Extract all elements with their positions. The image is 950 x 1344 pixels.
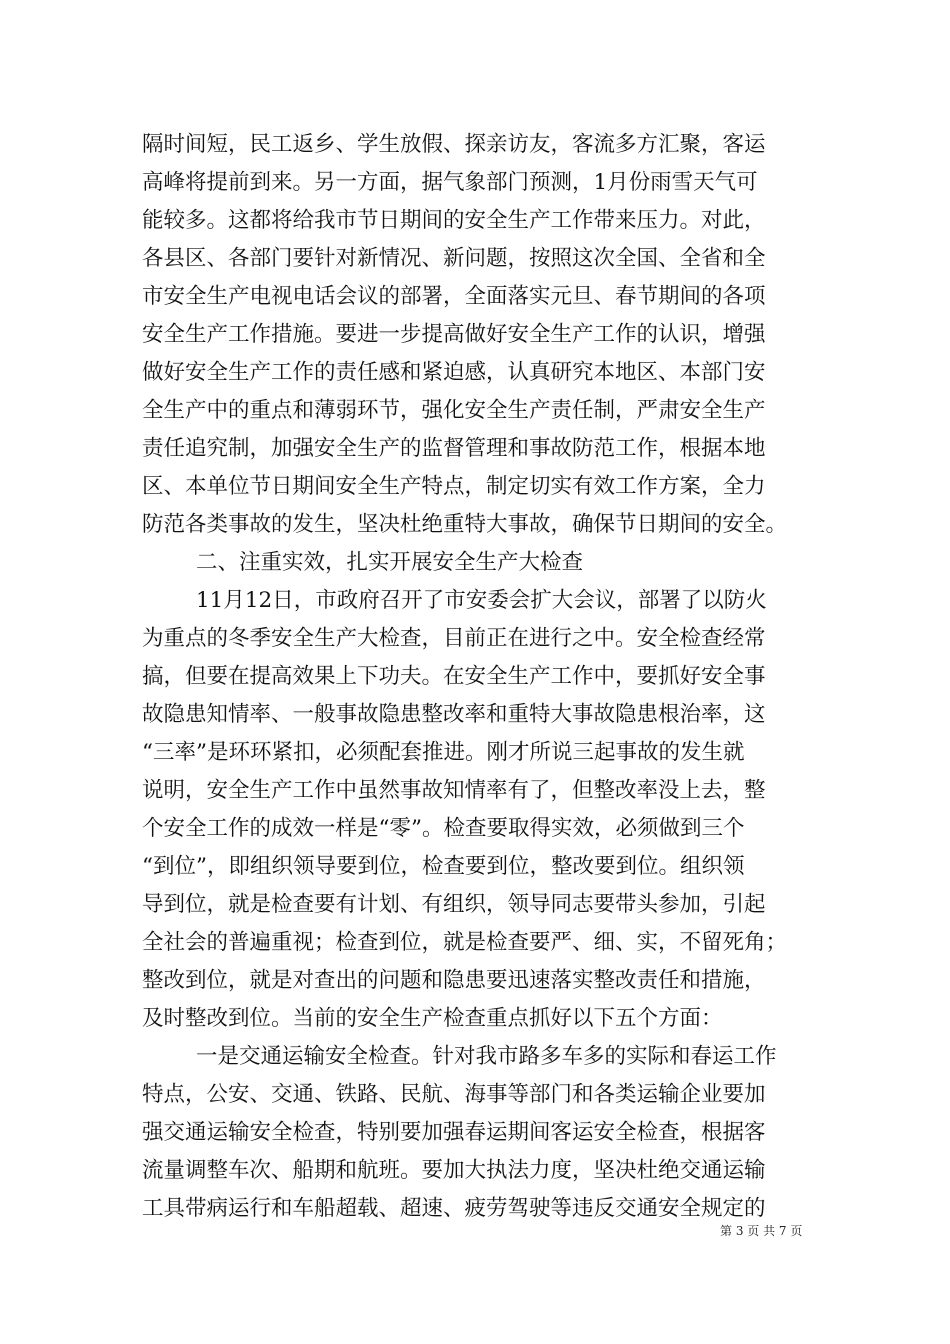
text-line: 搞，但要在提高效果上下功夫。在安全生产工作中，要抓好安全事 xyxy=(142,664,766,689)
text-line: 整改到位，就是对查出的问题和隐患要迅速落实整改责任和措施， xyxy=(142,968,766,993)
text-line: 各县区、各部门要针对新情况、新问题，按照这次全国、全省和全 xyxy=(142,246,766,271)
text-line: 说明，安全生产工作中虽然事故知情率有了，但整改率没上去，整 xyxy=(142,778,766,803)
text-line: 个安全工作的成效一样是“零”。检查要取得实效，必须做到三个 xyxy=(142,816,745,841)
text-line: 及时整改到位。当前的安全生产检查重点抓好以下五个方面： xyxy=(142,1006,723,1031)
text-line: 隔时间短，民工返乡、学生放假、探亲访友，客流多方汇聚，客运 xyxy=(142,132,766,157)
text-line: 故隐患知情率、一般事故隐患整改率和重特大事故隐患根治率，这 xyxy=(142,702,766,727)
text-line: 做好安全生产工作的责任感和紧迫感，认真研究本地区、本部门安 xyxy=(142,360,766,385)
text-line: 责任追究制，加强安全生产的监督管理和事故防范工作，根据本地 xyxy=(142,436,766,461)
text-line: 能较多。这都将给我市节日期间的安全生产工作带来压力。对此， xyxy=(142,208,766,233)
text-line: 安全生产工作措施。要进一步提高做好安全生产工作的认识，增强 xyxy=(142,322,766,347)
text-line: 流量调整车次、船期和航班。要加大执法力度，坚决杜绝交通运输 xyxy=(142,1158,766,1183)
text-line: 特点，公安、交通、铁路、民航、海事等部门和各类运输企业要加 xyxy=(142,1082,766,1107)
text-line: 全生产中的重点和薄弱环节，强化安全生产责任制，严肃安全生产 xyxy=(142,398,766,423)
text-line: 全社会的普遍重视；检查到位，就是检查要严、细、实，不留死角； xyxy=(142,930,788,955)
text-line: 导到位，就是检查要有计划、有组织，领导同志要带头参加，引起 xyxy=(142,892,766,917)
text-line: “三率”是环环紧扣，必须配套推进。刚才所说三起事故的发生就 xyxy=(142,740,745,765)
text-line: 11月12日，市政府召开了市安委会扩大会议，部署了以防火 xyxy=(196,588,767,613)
document-body xyxy=(142,126,818,1228)
text-line: 高峰将提前到来。另一方面，据气象部门预测，1月份雨雪天气可 xyxy=(142,170,758,195)
text-line: 为重点的冬季安全生产大检查，目前正在进行之中。安全检查经常 xyxy=(142,626,766,651)
page-number: 第 3 页 共 7 页 xyxy=(720,1224,803,1238)
text-line: 强交通运输安全检查，特别要加强春运期间客运安全检查，根据客 xyxy=(142,1120,766,1145)
text-line: 市安全生产电视电话会议的部署，全面落实元旦、春节期间的各项 xyxy=(142,284,766,309)
text-line: 防范各类事故的发生，坚决杜绝重特大事故，确保节日期间的安全。 xyxy=(142,512,788,537)
text-line: 工具带病运行和车船超载、超速、疲劳驾驶等违反交通安全规定的 xyxy=(142,1196,766,1221)
text-line: “到位”，即组织领导要到位，检查要到位，整改要到位。组织领 xyxy=(142,854,745,879)
text-line: 一是交通运输安全检查。针对我市路多车多的实际和春运工作 xyxy=(196,1044,777,1069)
section-heading: 二、注重实效，扎实开展安全生产大检查 xyxy=(196,550,584,575)
text-line: 区、本单位节日期间安全生产特点，制定切实有效工作方案，全力 xyxy=(142,474,766,499)
